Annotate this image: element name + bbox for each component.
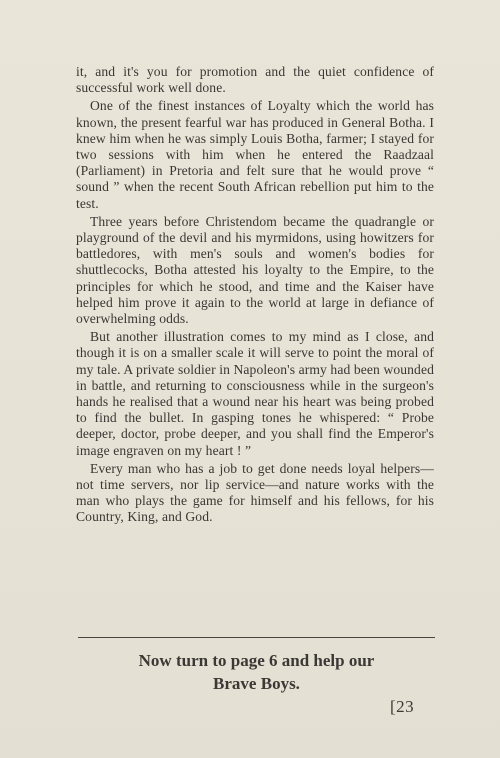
footer-line-1: Now turn to page 6 and help our: [138, 651, 375, 670]
paragraph-1: it, and it's you for promotion and the quiet confidence of successful work well done.: [76, 64, 434, 96]
paragraph-2: One of the finest instances of Loyalty which the world has known, the present fearful war has produced in General Botha. I knew him when he was simply Louis Botha, farmer; I stayed for two sessions with him when he entered the Raadzaal (Parliament) in Pretoria and felt sure that he would prove “ sound ” when the recent South African rebellion put him to the test.: [76, 98, 434, 211]
body-text: [76, 64, 434, 528]
footer-line-2: Brave Boys.: [213, 674, 300, 693]
paragraph-5: Every man who has a job to get done needs loyal helpers—not time servers, nor lip service—and nature works with the man who plays the game for himself and his fellows, for his Country, King, and God.: [76, 460, 434, 525]
paragraph-3: Three years before Christendom became the quadrangle or playground of the devil and his myrmidons, using howitzers for battledores, with men's souls and women's bodies for shuttlecocks, Botha attested his loyalty to the Empire, to the principles for which he stood, and time and the Kaiser have helped him prove it again to the world at large in defiance of overwhelming odds.: [76, 213, 434, 327]
horizontal-rule: [78, 637, 435, 638]
paragraph-4: But another illustration comes to my mind as I close, and though it is on a smaller scale it will serve to point the moral of my tale. A private soldier in Napoleon's army had been wounded in battle, and returning to consciousness while in the surgeon's hands he realised that a wound near his heart was being probed to find the bullet. In gasping tones he whispered: “ Probe deeper, doctor, probe deeper, and you shall find the Emperor's image engraven on my heart ! ”: [76, 329, 434, 458]
page-number: [23: [390, 697, 415, 716]
footer-callout: [78, 649, 435, 695]
